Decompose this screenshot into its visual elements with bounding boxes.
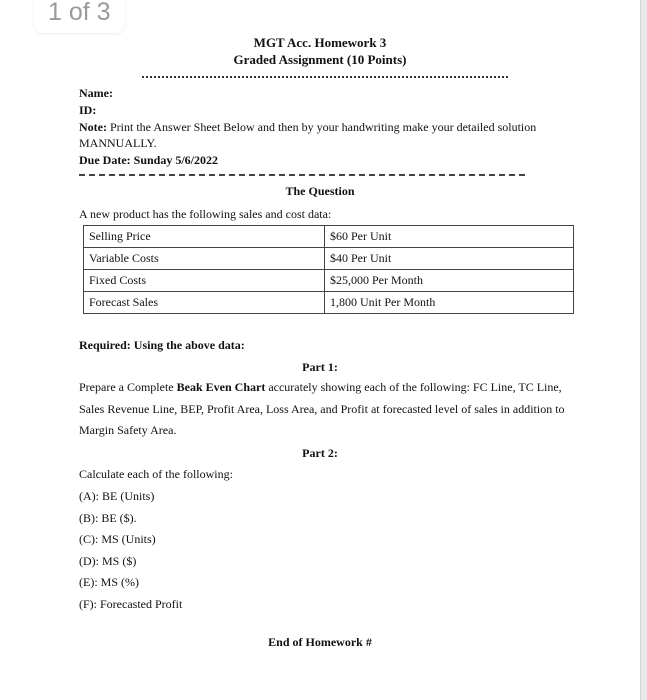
part1-text-bold: Beak Even Chart: [176, 380, 266, 394]
list-item: (E): MS (%): [79, 575, 139, 589]
table-cell-item: Fixed Costs: [84, 270, 325, 292]
table-cell-value: 1,800 Unit Per Month: [325, 292, 574, 314]
table-cell-item: Variable Costs: [84, 248, 325, 270]
dashed-divider: [79, 174, 525, 176]
end-of-homework: End of Homework #: [268, 635, 372, 649]
part1-instructions: [79, 377, 574, 442]
table-cell-value: $25,000 Per Month: [325, 270, 574, 292]
id-label: ID:: [79, 103, 97, 117]
table-cell-value: $40 Per Unit: [325, 248, 574, 270]
list-item: (B): BE ($).: [79, 511, 137, 525]
note-text: Print the Answer Sheet Below and then by your handwriting make your detailed solution: [106, 120, 537, 134]
cost-data-table: [83, 225, 574, 314]
note-text-continued: MANNUALLY.: [79, 136, 157, 150]
page-indicator: 1 of 3: [34, 0, 125, 33]
note-line: [79, 120, 536, 135]
table-cell-item: Forecast Sales: [84, 292, 325, 314]
note-label: Note:: [79, 120, 107, 134]
table-row: [84, 248, 574, 270]
question-intro: A new product has the following sales and cost data:: [79, 207, 332, 221]
list-item: (D): MS ($): [79, 554, 137, 568]
part1-heading: Part 1:: [302, 360, 338, 374]
table-row: [84, 226, 574, 248]
part2-intro: Calculate each of the following:: [79, 467, 233, 481]
part1-text-before: Prepare a Complete: [79, 380, 177, 394]
document-subtitle: Graded Assignment (10 Points): [233, 52, 407, 67]
due-date: Due Date: Sunday 5/6/2022: [79, 153, 219, 167]
list-item: (A): BE (Units): [79, 489, 155, 503]
name-label: Name:: [79, 86, 113, 100]
list-item: (F): Forecasted Profit: [79, 597, 183, 611]
dotted-divider: [142, 76, 508, 78]
list-item: (C): MS (Units): [79, 532, 156, 546]
table-cell-item: Selling Price: [84, 226, 325, 248]
question-heading: The Question: [285, 184, 355, 198]
part2-heading: Part 2:: [302, 446, 338, 460]
table-row: [84, 270, 574, 292]
required-label: Required: Using the above data:: [79, 338, 245, 352]
document-title: MGT Acc. Homework 3: [253, 35, 387, 50]
part1-text-after: accurately showing each of the following: FC Line, TC Line, Sales Revenue Line, BEP, Profit Area, Loss Area, and Profit at forecasted level of sales in addition to Margin Safety Area.: [79, 380, 565, 437]
table-row: [84, 292, 574, 314]
table-cell-value: $60 Per Unit: [325, 226, 574, 248]
